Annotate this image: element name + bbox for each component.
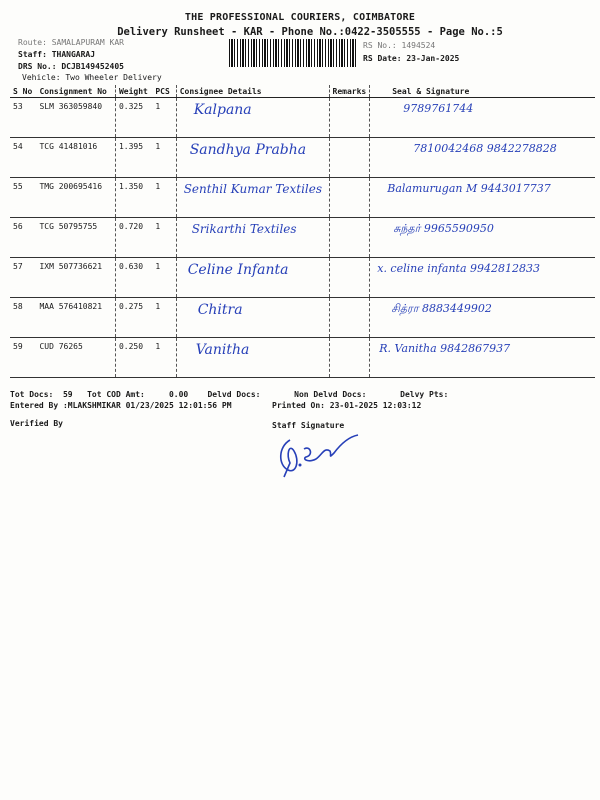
row-signature: சித்ரா 8883449902 [391, 302, 492, 315]
col-consignee: Consignee Details [176, 85, 329, 98]
row-consignment: TCG 41481016 [36, 138, 115, 178]
row-consignee: Celine Infanta [187, 262, 289, 278]
table-row [10, 98, 595, 138]
row-weight: 0.720 [115, 218, 152, 258]
staff-label: Staff: THANGARAJ [18, 50, 96, 59]
row-weight: 0.250 [115, 338, 152, 378]
verified-by: Verified By [10, 419, 63, 428]
row-pcs: 1 [152, 98, 176, 138]
row-pcs: 1 [152, 138, 176, 178]
row-consignment: MAA 576410821 [36, 298, 115, 338]
row-consignee: Srikarthi Textiles [191, 222, 297, 236]
row-pcs: 1 [152, 218, 176, 258]
row-signature: Balamurugan M 9443017737 [387, 182, 551, 195]
row-consignment: CUD 76265 [36, 338, 115, 378]
row-weight: 0.630 [115, 258, 152, 298]
table-row [10, 138, 595, 178]
row-signature: 9789761744 [403, 102, 474, 115]
row-consignee: Sandhya Prabha [189, 142, 307, 158]
row-consignment: IXM 507736621 [36, 258, 115, 298]
row-sno: 53 [10, 98, 36, 138]
company-name: THE PROFESSIONAL COURIERS, COIMBATORE [184, 12, 416, 23]
runsheet-title: Delivery Runsheet - KAR - Phone No.:0422-3505555 - Page No.:5 [117, 26, 503, 38]
row-signature: சுந்தர் 9965590950 [393, 222, 494, 235]
runsheet-table [10, 85, 595, 378]
barcode [229, 39, 357, 67]
col-seal: Seal & Signature [370, 85, 595, 98]
row-sno: 58 [10, 298, 36, 338]
row-signature: 7810042468 9842278828 [413, 142, 557, 155]
row-consignment: TCG 50795755 [36, 218, 115, 258]
totals-line: Tot Docs: 59 Tot COD Amt: 0.00 Delvd Docs: Non Delvd Docs: Delvy Pts: [10, 390, 449, 399]
col-consignment: Consignment No [36, 85, 115, 98]
row-sno: 55 [10, 178, 36, 218]
row-sno: 54 [10, 138, 36, 178]
row-sno: 56 [10, 218, 36, 258]
row-weight: 1.350 [115, 178, 152, 218]
row-pcs: 1 [152, 258, 176, 298]
table-row [10, 258, 595, 298]
printed-on: Printed On: 23-01-2025 12:03:12 [272, 401, 422, 410]
row-consignment: TMG 200695416 [36, 178, 115, 218]
row-consignment: SLM 363059840 [36, 98, 115, 138]
row-weight: 0.275 [115, 298, 152, 338]
entered-by: Entered By :MLAKSHMIKAR 01/23/2025 12:01:56 PM [10, 401, 232, 410]
row-consignee: Kalpana [193, 102, 252, 118]
table-row [10, 218, 595, 258]
row-signature: x. celine infanta 9942812833 [377, 262, 541, 275]
table-row [10, 298, 595, 338]
table-row [10, 178, 595, 218]
row-consignee: Vanitha [195, 342, 250, 358]
col-weight: Weight [115, 85, 152, 98]
row-pcs: 1 [152, 298, 176, 338]
rs-number: RS No.: 1494524 [363, 41, 436, 50]
route-label: Route: SAMALAPURAM KAR [18, 38, 124, 47]
col-pcs: PCS [152, 85, 176, 98]
table-header-row [10, 85, 595, 98]
staff-signature [270, 425, 365, 480]
row-consignee: Senthil Kumar Textiles [183, 182, 323, 196]
row-sno: 59 [10, 338, 36, 378]
row-pcs: 1 [152, 338, 176, 378]
col-remarks: Remarks [329, 85, 370, 98]
row-weight: 1.395 [115, 138, 152, 178]
col-sno: S No [10, 85, 36, 98]
row-sno: 57 [10, 258, 36, 298]
rs-date: RS Date: 23-Jan-2025 [363, 54, 460, 63]
row-signature: R. Vanitha 9842867937 [379, 342, 511, 355]
drs-number: DRS No.: DCJB149452405 [18, 62, 124, 71]
row-consignee: Chitra [197, 302, 243, 318]
row-pcs: 1 [152, 178, 176, 218]
table-row [10, 338, 595, 378]
row-weight: 0.325 [115, 98, 152, 138]
vehicle-label: Vehicle: Two Wheeler Delivery [22, 73, 162, 82]
staff-signature-label: Staff Signature [272, 421, 345, 430]
